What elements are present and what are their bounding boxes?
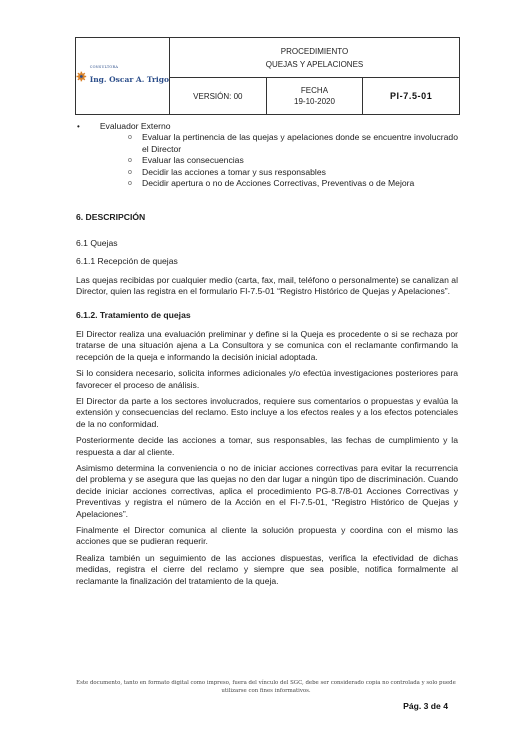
title-line-1: PROCEDIMIENTO bbox=[280, 46, 349, 56]
logo-name: Ing. Oscar A. Trigo bbox=[89, 74, 169, 84]
paragraph: Posteriormente decide las acciones a tomar, sus responsables, las fechas de cumplimiento y la respuesta a dar al cliente. bbox=[76, 435, 458, 457]
paragraph: Si lo considera necesario, solicita informes adicionales y/o efectúa investigaciones posteriores para favorecer el proceso de análisis. bbox=[76, 368, 458, 390]
logo-tagline: CONSULTORA bbox=[89, 65, 119, 70]
bullet-evaluador bbox=[76, 121, 458, 132]
paragraph: Realiza también un seguimiento de las acciones dispuestas, verifica la efectividad de dichas medidas, registra el cierre del reclamo y siempre que sea posible, notifica formalmente al reclamante la finalización del tratamiento de la queja. bbox=[76, 552, 458, 586]
subsubsection-heading: 6.1.1 Recepción de quejas bbox=[76, 256, 178, 267]
sublist-item: o Decidir las acciones a tomar y sus responsables bbox=[128, 167, 458, 178]
subsubsection-heading: 6.1.2. Tratamiento de quejas bbox=[76, 310, 191, 321]
paragraph: Las quejas recibidas por cualquier medio (carta, fax, mail, teléfono o personalmente) se canalizan al Director, quien las registra en el formulario FI-7.5-01 “Registro Histórico de Quejas y Apelaciones”. bbox=[76, 274, 458, 297]
bullet-title: Evaluador Externo bbox=[99, 121, 171, 131]
paragraph: El Director realiza una evaluación preliminar y define si la Queja es procedente o si se rechaza por tratarse de una situación ajena a La Consultora y se comunica con el reclamante confirmando la recepción de la queja e informando la decisión inicial adoptada. bbox=[76, 328, 458, 362]
document-body bbox=[76, 121, 458, 587]
subsection-heading: 6.1 Quejas bbox=[76, 237, 118, 248]
date-label: FECHA bbox=[300, 86, 329, 95]
sublist-item: o Evaluar las consecuencias bbox=[128, 155, 458, 166]
bullet-dot-icon: • bbox=[77, 122, 80, 131]
footer-disclaimer: Este documento, tanto en formato digital como impreso, fuera del vínculo del SGC, debe ser considerado copia no controlada y solo puede utilizarse con fines informativos. bbox=[76, 680, 456, 694]
page-number: Pág. 3 de 4 bbox=[403, 701, 448, 711]
sublist-item: o Evaluar la pertinencia de las quejas y apelaciones donde se encuentre involucrado el Director bbox=[128, 132, 458, 155]
paragraph: Finalmente el Director comunica al cliente la solución propuesta y coordina con el mismo las acciones que se pudieran requerir. bbox=[76, 524, 458, 547]
date-cell bbox=[266, 78, 363, 115]
gear-logo-icon bbox=[76, 69, 87, 84]
logo-cell bbox=[76, 38, 170, 115]
sublist-item: o Decidir apertura o no de Acciones Correctivas, Preventivas o de Mejora bbox=[128, 178, 458, 189]
section-heading: 6. DESCRIPCIÓN bbox=[76, 212, 146, 223]
version-cell: VERSIÓN: 00 bbox=[170, 78, 267, 115]
paragraph: El Director da parte a los sectores involucrados, requiere sus comentarios o propuestas y evalúa la extensión y consecuencias del reclamo. Esto incluye a los efectos reales y a los efectos potenciales de la no conformidad. bbox=[76, 395, 458, 429]
company-logo bbox=[76, 66, 169, 86]
document-title bbox=[170, 38, 460, 78]
document-header bbox=[75, 37, 460, 115]
title-line-2: QUEJAS Y APELACIONES bbox=[265, 59, 364, 69]
bullet-sublist bbox=[76, 132, 458, 189]
date-value: 19-10-2020 bbox=[294, 97, 335, 106]
document-code: PI-7.5-01 bbox=[363, 78, 460, 115]
paragraph: Asimismo determina la conveniencia o no de iniciar acciones correctivas para evitar la recurrencia del problema y se asegura que las quejas no den dar lugar a ningún tipo de discriminación. Cuando decide iniciar acciones correctivas, aplica el procedimiento PG-8.7/8-01 Acciones Correctivas y Preventivas y registra el número de la Acción en el FI-7.5-01, “Registro Histórico de Quejas y Apelaciones”. bbox=[76, 462, 458, 519]
